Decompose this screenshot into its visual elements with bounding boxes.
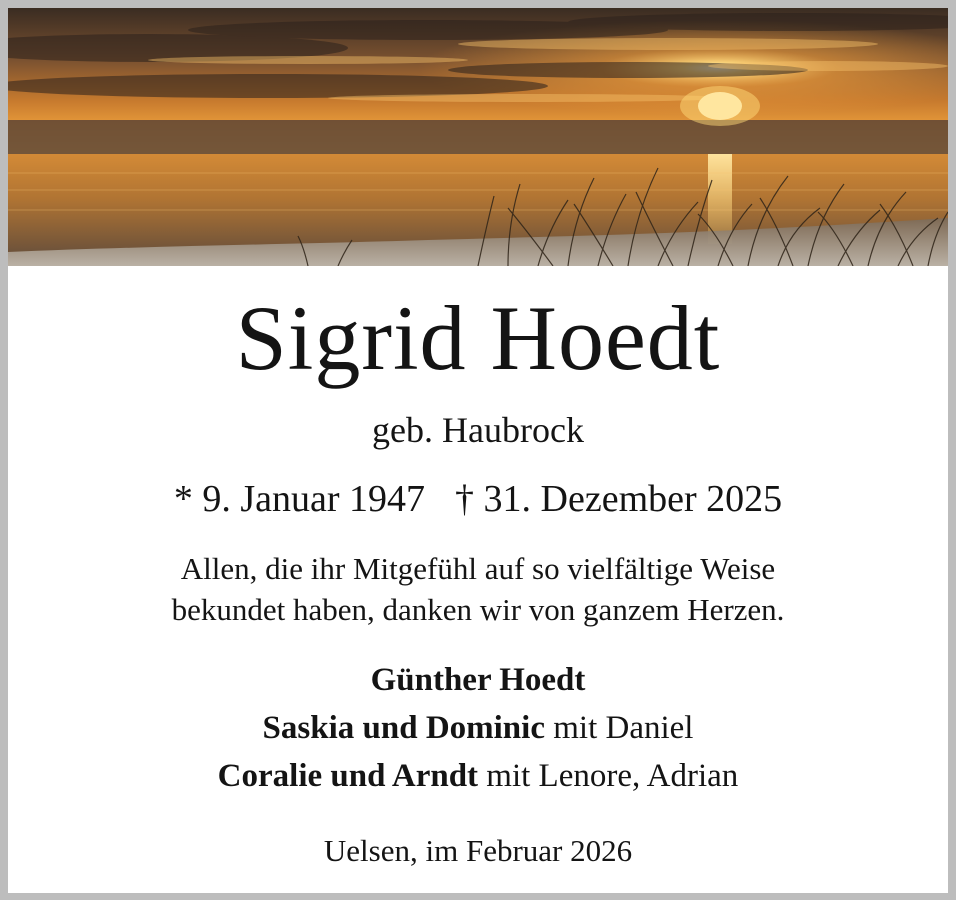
family-line	[8, 704, 948, 752]
maiden-name: geb. Haubrock	[372, 410, 584, 450]
thanks-line: bekundet haben, danken wir von ganzem Herzen.	[171, 592, 785, 627]
family-line	[8, 752, 948, 800]
family-names: Coralie und Arndt	[217, 758, 479, 794]
family-names: Saskia und Dominic	[262, 710, 545, 746]
sunset-sea-image	[8, 8, 948, 266]
life-dates	[8, 476, 948, 522]
family-extra: mit Lenore, Adrian	[478, 758, 739, 794]
death-date: † 31. Dezember 2025	[455, 478, 783, 520]
thanks-message	[8, 548, 948, 630]
thanks-line: Allen, die ihr Mitgefühl auf so vielfältige Weise	[180, 551, 776, 586]
deceased-name: Sigrid Hoedt	[235, 287, 721, 389]
obituary-text	[8, 266, 948, 893]
family-names: Günther Hoedt	[370, 662, 586, 698]
obituary-card	[8, 8, 948, 893]
birth-date: * 9. Januar 1947	[173, 478, 426, 520]
family-extra: mit Daniel	[544, 710, 694, 746]
place-and-date: Uelsen, im Februar 2026	[323, 833, 633, 868]
family-line	[8, 656, 948, 704]
family-signatures	[8, 656, 948, 800]
